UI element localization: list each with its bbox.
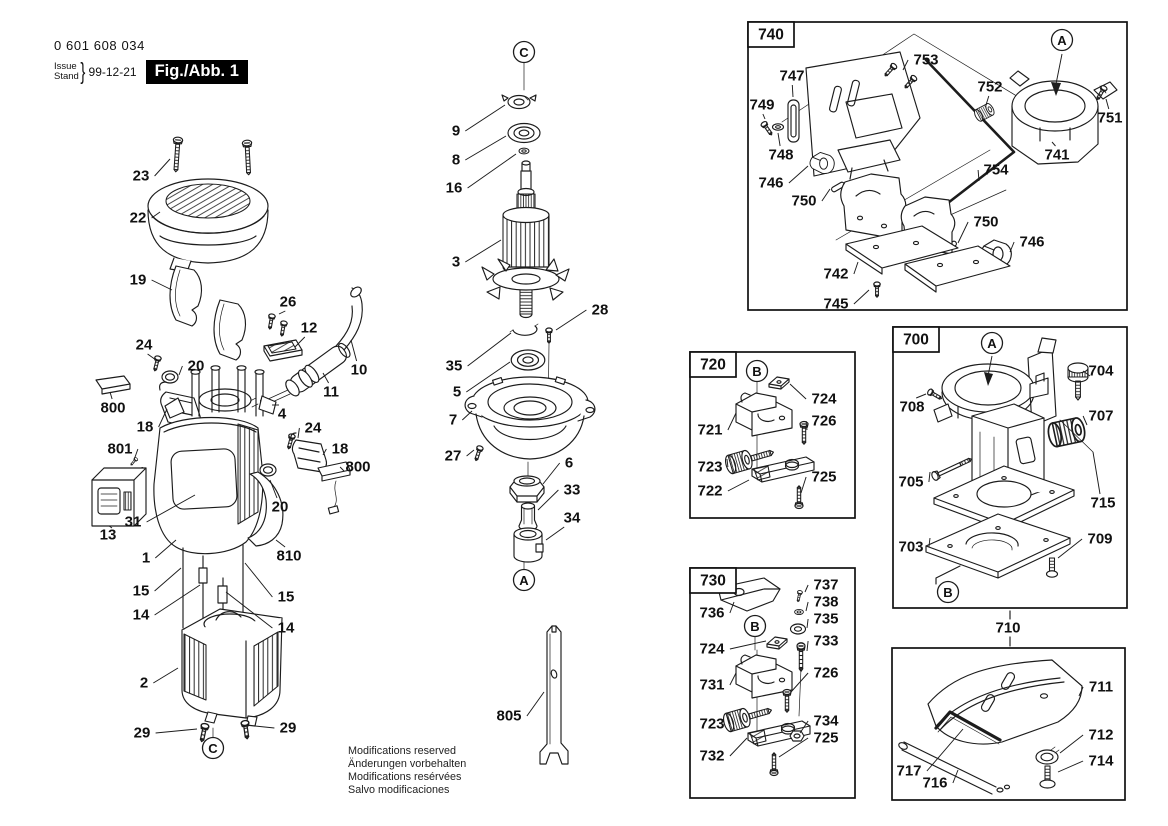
ref-marker-A xyxy=(982,333,1003,354)
leader-line xyxy=(791,673,808,692)
document-number: 0 601 608 034 xyxy=(54,38,145,53)
part-label-734: 734 xyxy=(813,712,839,730)
leader-line xyxy=(763,114,765,119)
part-label-723: 723 xyxy=(699,715,725,733)
issue-label: Issue xyxy=(54,61,77,72)
leader-line xyxy=(730,641,766,649)
leader-line xyxy=(1093,452,1100,494)
part-label-724: 724 xyxy=(811,390,837,408)
part-label-752: 752 xyxy=(977,78,1003,96)
part-label-731: 731 xyxy=(699,676,725,694)
assembly-720-drawing xyxy=(724,377,814,509)
part-label-800: 800 xyxy=(100,399,126,417)
ref-marker-C xyxy=(514,42,535,63)
leader-line xyxy=(279,311,285,314)
svg-text:B: B xyxy=(943,585,953,600)
part-label-31: 31 xyxy=(124,513,142,531)
part-label-745: 745 xyxy=(823,295,849,313)
leader-line xyxy=(110,392,112,399)
figure-label-badge: Fig./Abb. 1 xyxy=(146,60,248,84)
part-label-23: 23 xyxy=(132,167,150,185)
ref-marker-B xyxy=(745,616,766,637)
part-label-22: 22 xyxy=(129,209,147,227)
part-label-4: 4 xyxy=(277,405,287,423)
stand-label: Stand xyxy=(54,70,79,82)
leader-line xyxy=(462,411,472,420)
part-label-810: 810 xyxy=(276,547,302,565)
part-label-711: 711 xyxy=(1088,678,1114,696)
part-label-746: 746 xyxy=(1019,233,1045,251)
leader-line xyxy=(778,133,780,146)
part-label-737: 737 xyxy=(813,576,839,594)
part-label-726: 726 xyxy=(813,664,839,682)
leader-line xyxy=(807,641,808,651)
part-label-5: 5 xyxy=(452,383,462,401)
box-number: 720 xyxy=(700,356,726,374)
wrench-drawing xyxy=(540,626,568,764)
part-label-7: 7 xyxy=(448,411,458,429)
leader-line xyxy=(728,413,736,430)
brush-holder-left-drawing xyxy=(96,355,200,428)
part-label-754: 754 xyxy=(983,161,1009,179)
part-label-18: 18 xyxy=(331,440,349,458)
leader-line xyxy=(467,450,474,456)
part-label-35: 35 xyxy=(445,357,463,375)
leader-line xyxy=(916,394,926,398)
leader-line xyxy=(1058,761,1083,772)
box-number: 700 xyxy=(903,331,929,349)
assembly-740-drawing xyxy=(760,34,1117,297)
part-label-705: 705 xyxy=(898,473,924,491)
leader-line xyxy=(527,692,544,716)
part-label-726: 726 xyxy=(811,412,837,430)
brace-glyph: } xyxy=(80,58,86,84)
part-label-2: 2 xyxy=(139,674,149,692)
main-exploded-view xyxy=(92,63,595,764)
leader-line xyxy=(179,366,182,375)
ref-marker-C xyxy=(203,738,224,759)
leader-line xyxy=(468,333,511,366)
part-label-801: 801 xyxy=(107,440,133,458)
leader-line xyxy=(468,154,516,188)
leader-line xyxy=(543,463,560,484)
part-label-24: 24 xyxy=(304,419,322,437)
note-line: Salvo modificaciones xyxy=(348,784,450,796)
part-label-33: 33 xyxy=(563,481,581,499)
part-label-6: 6 xyxy=(564,454,574,472)
part-label-11: 11 xyxy=(323,383,339,401)
part-label-800: 800 xyxy=(345,458,371,476)
ref-marker-B xyxy=(938,582,959,603)
leader-line xyxy=(465,136,506,160)
leader-line xyxy=(854,290,869,304)
part-label-750: 750 xyxy=(791,192,817,210)
leader-line xyxy=(155,585,200,615)
svg-text:A: A xyxy=(519,573,529,588)
box-number: 740 xyxy=(758,26,784,44)
part-label-751: 751 xyxy=(1097,109,1123,127)
part-label-708: 708 xyxy=(899,398,925,416)
part-label-3: 3 xyxy=(451,253,461,271)
leader-line xyxy=(805,585,808,592)
part-label-736: 736 xyxy=(699,604,725,622)
leader-line xyxy=(276,540,285,547)
leader-line xyxy=(152,280,172,290)
svg-text:B: B xyxy=(750,619,760,634)
part-label-29: 29 xyxy=(133,724,151,742)
part-label-723: 723 xyxy=(697,458,723,476)
part-label-1: 1 xyxy=(141,549,151,567)
leader-line xyxy=(1060,735,1083,753)
part-label-704: 704 xyxy=(1088,362,1114,380)
part-label-24: 24 xyxy=(135,336,153,354)
cord-assembly-drawing xyxy=(250,285,363,408)
leader-line xyxy=(155,568,181,591)
part-label-721: 721 xyxy=(697,421,723,439)
leader-line xyxy=(790,384,806,399)
part-label-710: 710 xyxy=(995,619,1021,637)
part-label-738: 738 xyxy=(813,593,839,611)
part-label-34: 34 xyxy=(563,509,581,527)
part-label-8: 8 xyxy=(451,151,461,169)
part-label-709: 709 xyxy=(1087,530,1113,548)
part-label-733: 733 xyxy=(813,632,839,650)
ref-marker-A xyxy=(514,570,535,591)
part-label-724: 724 xyxy=(699,640,725,658)
issue-date: 99-12-21 xyxy=(88,64,137,79)
leader-line xyxy=(929,472,930,482)
part-label-9: 9 xyxy=(451,122,461,140)
part-label-12: 12 xyxy=(300,319,318,337)
svg-text:A: A xyxy=(987,336,997,351)
leader-line xyxy=(159,409,167,427)
part-label-747: 747 xyxy=(779,67,805,85)
part-label-725: 725 xyxy=(811,468,837,486)
leader-line xyxy=(556,310,586,330)
leader-line xyxy=(1083,416,1087,425)
part-label-717: 717 xyxy=(896,762,922,780)
part-label-15: 15 xyxy=(132,582,150,600)
leader-line xyxy=(465,240,501,262)
leader-line xyxy=(156,729,197,733)
note-line: Modifications reserved xyxy=(348,745,457,757)
part-label-10: 10 xyxy=(350,361,368,379)
leader-line xyxy=(465,105,505,131)
leader-line xyxy=(245,563,272,597)
leader-line xyxy=(822,189,830,201)
leader-line xyxy=(155,159,170,176)
assembly-700-drawing xyxy=(926,338,1093,584)
modification-notes xyxy=(348,745,466,797)
assembly-710-drawing xyxy=(898,611,1082,794)
note-line: Änderungen vorbehalten xyxy=(348,758,467,770)
part-label-722: 722 xyxy=(697,482,723,500)
part-label-14: 14 xyxy=(277,619,295,637)
part-label-13: 13 xyxy=(99,526,117,544)
part-label-712: 712 xyxy=(1088,726,1114,744)
leader-line xyxy=(155,540,176,558)
part-label-707: 707 xyxy=(1088,407,1114,425)
part-label-735: 735 xyxy=(813,610,839,628)
part-label-20: 20 xyxy=(187,357,205,375)
leader-line xyxy=(927,729,963,771)
part-label-16: 16 xyxy=(445,179,463,197)
leader-line xyxy=(792,85,793,97)
part-label-741: 741 xyxy=(1044,146,1070,164)
leader-line xyxy=(298,428,299,438)
svg-text:C: C xyxy=(519,45,529,60)
leader-line xyxy=(546,527,564,540)
part-label-27: 27 xyxy=(444,447,462,465)
leader-line xyxy=(854,262,858,274)
leader-line xyxy=(806,602,808,611)
part-label-18: 18 xyxy=(136,418,154,436)
part-label-742: 742 xyxy=(823,265,849,283)
part-label-703: 703 xyxy=(898,538,924,556)
leader-line xyxy=(153,668,178,683)
svg-text:C: C xyxy=(208,741,218,756)
part-label-716: 716 xyxy=(922,774,948,792)
leader-line xyxy=(801,477,806,493)
leader-line xyxy=(958,222,968,243)
svg-text:A: A xyxy=(1057,33,1067,48)
leader-line xyxy=(255,726,274,728)
part-label-28: 28 xyxy=(591,301,609,319)
leader-line xyxy=(730,673,736,685)
leader-line xyxy=(730,738,747,756)
leader-line xyxy=(1010,242,1014,252)
part-label-750: 750 xyxy=(973,213,999,231)
part-label-14: 14 xyxy=(132,606,150,624)
part-label-29: 29 xyxy=(279,719,297,737)
stator-drawing xyxy=(182,545,282,742)
part-label-746: 746 xyxy=(758,174,784,192)
part-label-20: 20 xyxy=(271,498,289,516)
leader-line xyxy=(351,340,357,361)
part-label-748: 748 xyxy=(768,146,794,164)
part-label-715: 715 xyxy=(1090,494,1116,512)
part-label-15: 15 xyxy=(277,588,295,606)
box-number: 730 xyxy=(700,572,726,590)
ref-marker-B xyxy=(747,361,768,382)
leader-line xyxy=(789,166,808,183)
note-line: Modifications resérvées xyxy=(348,771,462,783)
leader-line xyxy=(1106,99,1109,109)
part-label-732: 732 xyxy=(699,747,725,765)
part-label-805: 805 xyxy=(496,707,522,725)
leader-line xyxy=(807,619,808,628)
part-label-749: 749 xyxy=(749,96,775,114)
part-label-26: 26 xyxy=(279,293,297,311)
part-label-753: 753 xyxy=(913,51,939,69)
svg-text:B: B xyxy=(752,364,762,379)
leader-line xyxy=(728,480,749,491)
ref-marker-A xyxy=(1052,30,1073,51)
part-label-725: 725 xyxy=(813,729,839,747)
motor-cap-drawing xyxy=(148,137,268,272)
brush-cover-flaps-drawing xyxy=(170,266,245,360)
part-label-714: 714 xyxy=(1088,752,1114,770)
part-label-19: 19 xyxy=(129,271,147,289)
